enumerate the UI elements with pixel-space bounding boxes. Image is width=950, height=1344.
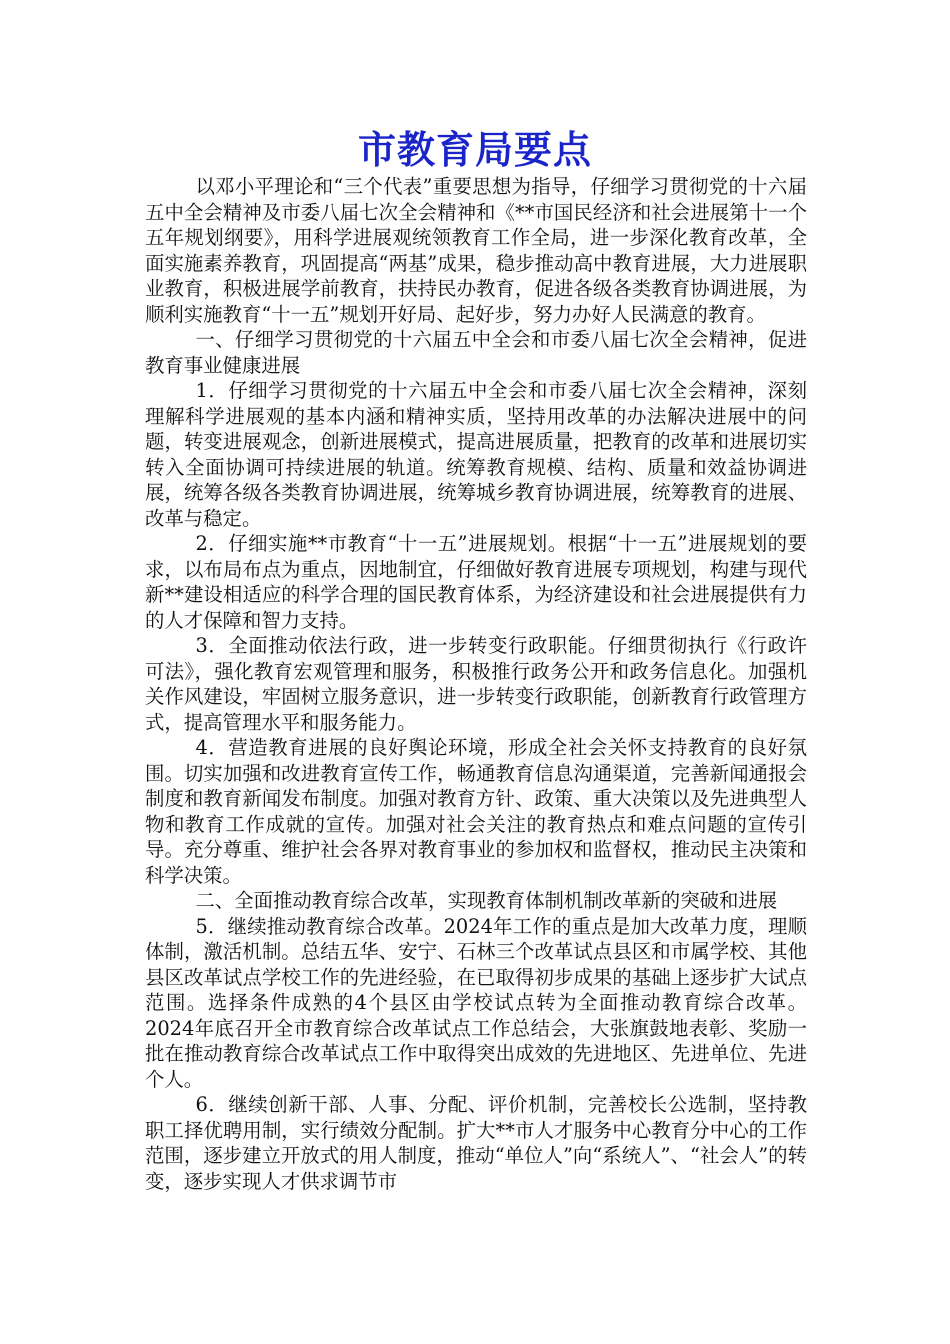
paragraph-item-5: 5．继续推动教育综合改革。2024年工作的重点是加大改革力度，理顺体制，激活机制。总结五华、安宁、石林三个改革试点县区和市属学校、其他县区改革试点学校工作的先进经验，在已取得初步成果的基础上逐步扩大试点范围。选择条件成熟的4个县区由学校试点转为全面推动教育综合改革。2024年底召开全市教育综合改革试点工作总结会，大张旗鼓地表彰、奖励一批在推动教育综合改革试点工作中取得突出成效的先进地区、先进单位、先进个人。 xyxy=(145,914,807,1091)
paragraph-item-2: 2．仔细实施**市教育“十一五”进展规划。根据“十一五”进展规划的要求，以布局布点为重点，因地制宜，仔细做好教育进展专项规划，构建与现代新**建设相适应的科学合理的国民教育体系，为经济建设和社会进展提供有力的人才保障和智力支持。 xyxy=(145,532,807,632)
document-body xyxy=(145,174,807,1194)
paragraph-item-1: 1．仔细学习贯彻党的十六届五中全会和市委八届七次全会精神，深刻理解科学进展观的基本内涵和精神实质，坚持用改革的办法解决进展中的问题，转变进展观念，创新进展模式，提高进展质量，把教育的改革和进展切实转入全面协调可持续进展的轨道。统筹教育规模、结构、质量和效益协调进展，统筹各级各类教育协调进展，统筹城乡教育协调进展，统筹教育的进展、改革与稳定。 xyxy=(145,379,807,530)
document-title: 市教育局要点 xyxy=(357,128,592,172)
paragraph-item-3: 3．全面推动依法行政，进一步转变行政职能。仔细贯彻执行《行政许可法》，强化教育宏观管理和服务，积极推行政务公开和政务信息化。加强机关作风建设，牢固树立服务意识，进一步转变行政职能，创新教育行政管理方式，提高管理水平和服务能力。 xyxy=(145,634,807,734)
paragraph-item-6: 6．继续创新干部、人事、分配、评价机制，完善校长公选制，坚持教职工择优聘用制，实行绩效分配制。扩大**市人才服务中心教育分中心的工作范围，逐步建立开放式的用人制度，推动“单位人”向“系统人”、“社会人”的转变，逐步实现人才供求调节市 xyxy=(145,1093,807,1193)
section-heading-1: 一、仔细学习贯彻党的十六届五中全会和市委八届七次全会精神，促进教育事业健康进展 xyxy=(145,328,807,377)
paragraph-intro: 以邓小平理论和“三个代表”重要思想为指导，仔细学习贯彻党的十六届五中全会精神及市委八届七次全会精神和《**市国民经济和社会进展第十一个五年规划纲要》，用科学进展观统领教育工作全局，进一步深化教育改革，全面实施素养教育，巩固提高“两基”成果，稳步推动高中教育进展，大力进展职业教育，积极进展学前教育，扶持民办教育，促进各级各类教育协调进展，为顺利实施教育“十一五”规划开好局、起好步，努力办好人民满意的教育。 xyxy=(145,175,807,326)
paragraph-item-4: 4．营造教育进展的良好舆论环境，形成全社会关怀支持教育的良好氛围。切实加强和改进教育宣传工作，畅通教育信息沟通渠道，完善新闻通报会制度和教育新闻发布制度。加强对教育方针、政策、重大决策以及先进典型人物和教育工作成就的宣传。加强对社会关注的教育热点和难点问题的宣传引导。充分尊重、维护社会各界对教育事业的参加权和监督权，推动民主决策和科学决策。 xyxy=(145,736,807,887)
section-heading-2: 二、全面推动教育综合改革，实现教育体制机制改革新的突破和进展 xyxy=(195,889,778,912)
